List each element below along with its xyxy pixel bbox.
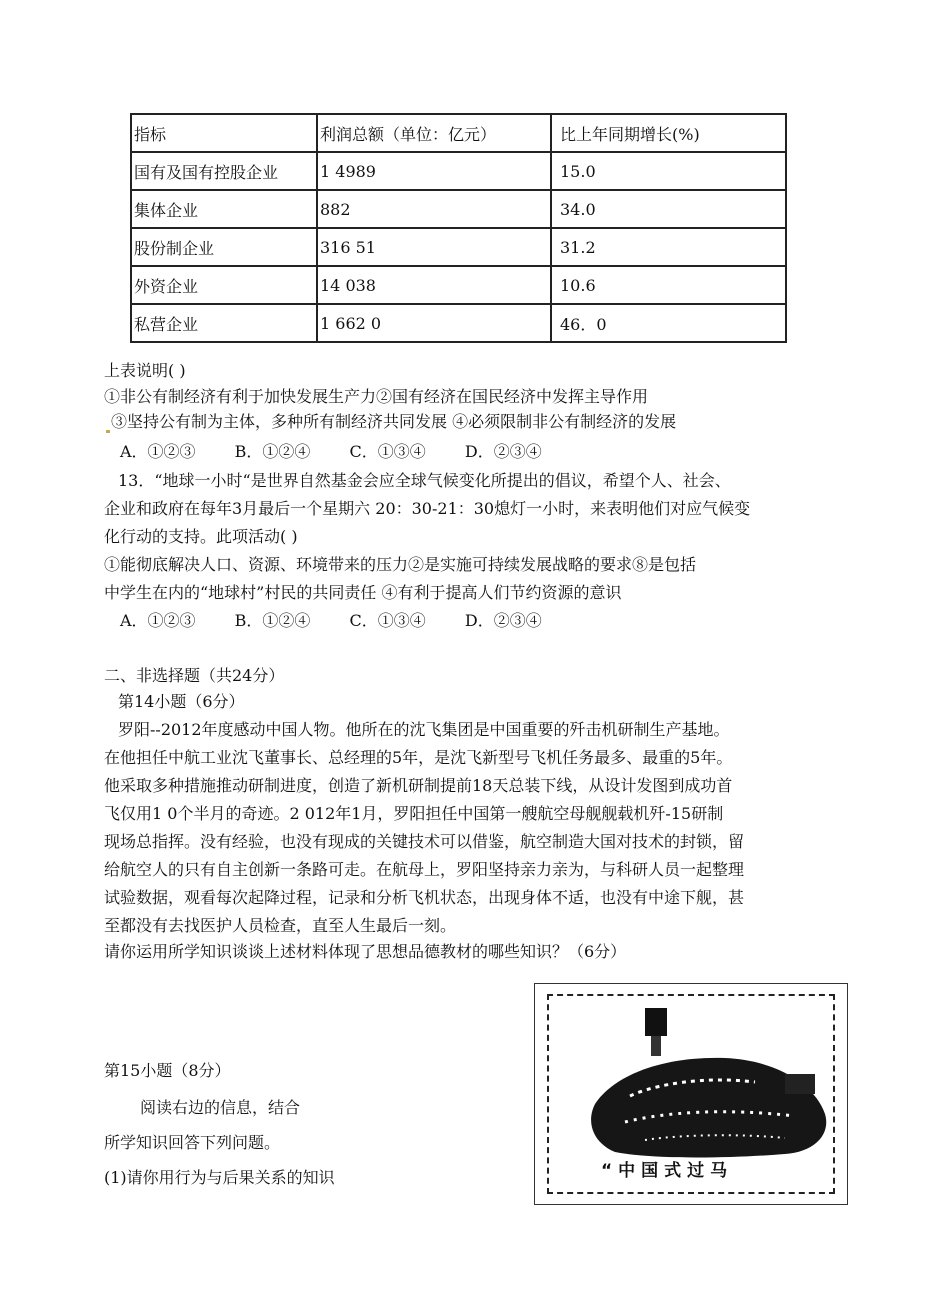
q14-paragraph-line: 罗阳--2012年度感动中国人物。他所在的沈飞集团是中国重要的歼击机研制生产基地。 (118, 720, 730, 739)
q13-option-a[interactable]: A．①②③ (120, 611, 196, 630)
cartoon-image (534, 983, 848, 1205)
q12-option-a[interactable]: A．①②③ (120, 442, 196, 461)
table-cell: 国有及国有控股企业 (131, 152, 317, 190)
table-cell: 10.6 (551, 266, 786, 304)
image-caption: “中国式过马 (601, 1161, 734, 1181)
q12-statement-1: ①非公有制经济有利于加快发展生产力②国有经济在国民经济中发挥主导作用 (104, 387, 649, 406)
table-header-cell: 比上年同期增长(%) (551, 114, 786, 152)
q13-line-5: 中学生在内的“地球村”村民的共同责任 ④有利于提高人们节约资源的意识 (104, 583, 622, 602)
table-header-row (131, 114, 786, 152)
q12-options (120, 441, 576, 463)
profit-table (130, 113, 787, 343)
q14-paragraph-line: 在他担任中航工业沈飞董事长、总经理的5年，是沈飞新型号飞机任务最多、最重的5年。 (104, 748, 733, 767)
q13-option-c[interactable]: C．①③④ (349, 611, 426, 630)
q12-option-c[interactable]: C．①③④ (349, 442, 426, 461)
q12-option-d[interactable]: D．②③④ (464, 442, 542, 461)
q12-statement-2-line (106, 411, 676, 433)
table-cell: 私营企业 (131, 304, 317, 342)
q15-title: 第15小题（8分） (104, 1061, 231, 1080)
table-cell: 14 038 (317, 266, 551, 304)
q12-option-b[interactable]: B．①②④ (234, 442, 311, 461)
q14-paragraph-line: 飞仅用1 0个半月的奇迹。2 012年1月，罗阳担任中国第一艘航空母舰舰载机歼-15研制 (104, 804, 724, 823)
table-header-cell: 指标 (131, 114, 317, 152)
q13-option-b[interactable]: B．①②④ (234, 611, 311, 630)
table-row (131, 228, 786, 266)
q14-paragraph-line: 至都没有去找医护人员检查，直至人生最后一刻。 (104, 916, 457, 935)
table-row (131, 152, 786, 190)
q12-stem: 上表说明( ) (104, 361, 186, 380)
mark-dot (106, 430, 110, 433)
table-header-cell: 利润总额（单位：亿元） (317, 114, 551, 152)
table-cell: 882 (317, 190, 551, 228)
table-cell: 31.2 (551, 228, 786, 266)
q12-statement-2: ③坚持公有制为主体，多种所有制经济共同发展 ④必须限制非公有制经济的发展 (111, 412, 677, 431)
q13-option-d[interactable]: D．②③④ (464, 611, 542, 630)
table-cell: 15.0 (551, 152, 786, 190)
q15-line-1: 阅读右边的信息，结合 (140, 1098, 301, 1117)
q15-line-2: 所学知识回答下列问题。 (104, 1133, 281, 1152)
q13-line-4: ①能彻底解决人口、资源、环境带来的压力②是实施可持续发展战略的要求⑧是包括 (104, 555, 697, 574)
table-row (131, 266, 786, 304)
table-cell: 1 4989 (317, 152, 551, 190)
q14-paragraph-line: 给航空人的只有自主创新一条路可走。在航母上，罗阳坚持亲力亲为，与科研人员一起整理 (104, 860, 745, 879)
table-cell: 集体企业 (131, 190, 317, 228)
table-cell: 外资企业 (131, 266, 317, 304)
q14-question: 请你运用所学知识谈谈上述材料体现了思想品德教材的哪些知识？（6分） (104, 942, 627, 961)
q13-line-1: 13．“地球一小时“是世界自然基金会应全球气候变化所提出的倡议，希望个人、社会、 (118, 471, 731, 490)
table-cell: 46．0 (551, 304, 786, 342)
q14-paragraph-line: 现场总指挥。没有经验，也没有现成的关键技术可以借鉴，航空制造大国对技术的封锁，留 (104, 832, 745, 851)
q13-line-3: 化行动的支持。此项活动( ) (104, 527, 298, 546)
q14-paragraph-line: 试验数据，观看每次起降过程，记录和分析飞机状态，出现身体不适，也没有中途下舰，甚 (104, 888, 745, 907)
section-title: 二、非选择题（共24分） (104, 666, 285, 685)
table-row (131, 304, 786, 342)
table-row (131, 190, 786, 228)
table-cell: 34.0 (551, 190, 786, 228)
table-cell: 316 51 (317, 228, 551, 266)
table-cell: 股份制企业 (131, 228, 317, 266)
q13-options (120, 610, 576, 632)
q13-line-2: 企业和政府在每年3月最后一个星期六 20：30-21：30熄灯一小时，来表明他们对应气候变 (104, 499, 751, 518)
q15-line-3: (1)请你用行为与后果关系的知识 (104, 1168, 335, 1187)
q14-title: 第14小题（6分） (118, 692, 245, 711)
q14-paragraph-line: 他采取多种措施推动研制进度，创造了新机研制提前18天总装下线，从设计发图到成功首 (104, 776, 733, 795)
table-cell: 1 662 0 (317, 304, 551, 342)
